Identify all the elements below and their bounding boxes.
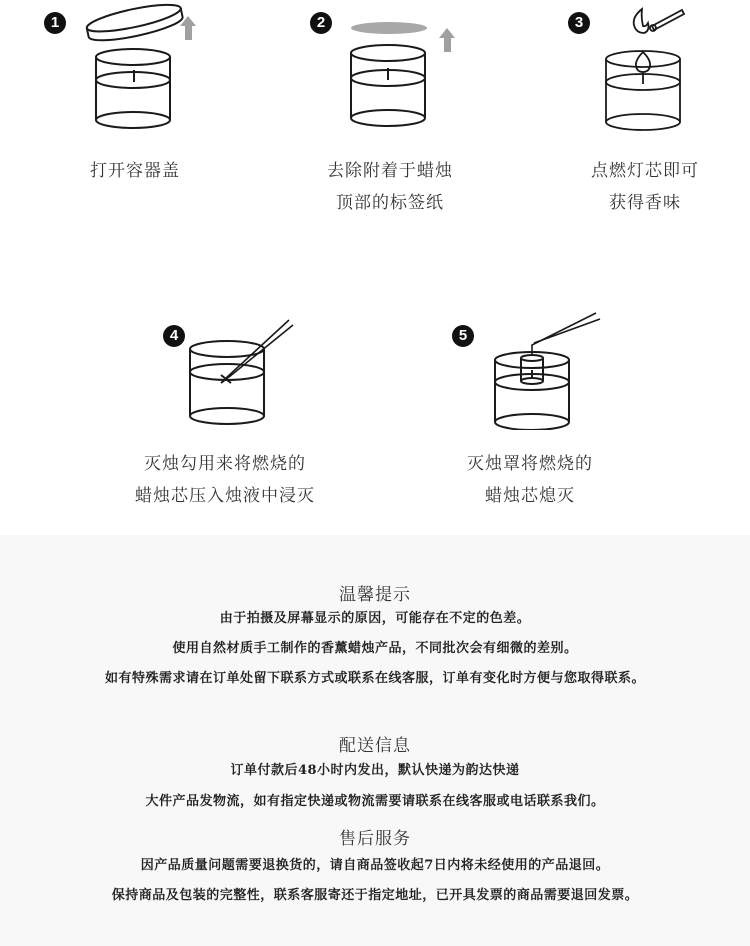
tips-line: 使用自然材质手工制作的香薰蜡烛产品，不同批次会有细微的差别。 xyxy=(172,641,578,656)
caption-line: 点燃灯芯即可 xyxy=(591,161,699,181)
caption-line: 灭烛罩将燃烧的 xyxy=(467,454,593,474)
after-sales-line: 保持商品及包装的完整性，联系客服寄还于指定地址，已开具发票的商品需要退回发票。 xyxy=(111,888,639,903)
after-sales-line: 因产品质量问题需要退换货的，请自商品签收起7日内将未经使用的产品退回。 xyxy=(140,858,610,873)
step-3-badge: 3 xyxy=(568,12,590,34)
shipping-title: 配送信息 xyxy=(339,736,411,756)
step-1-badge: 1 xyxy=(44,12,66,34)
caption-line: 去除附着于蜡烛 xyxy=(327,161,453,181)
step-5-caption xyxy=(445,448,615,512)
tips-line: 由于拍摄及屏幕显示的原因，可能存在不定的色差。 xyxy=(219,611,531,626)
step-1-caption xyxy=(60,155,210,187)
shipping-line: 订单付款后48小时内发出，默认快递为韵达快递 xyxy=(230,763,520,778)
snuffer-icon xyxy=(490,310,620,430)
step-2-caption xyxy=(315,155,465,219)
caption-line: 蜡烛芯压入烛液中浸灭 xyxy=(135,486,315,506)
wick-dipper-icon xyxy=(185,315,315,435)
open-lid-icon xyxy=(80,2,210,132)
light-wick-icon xyxy=(600,4,730,134)
shipping-line: 大件产品发物流，如有指定快递或物流需要请联系在线客服或电话联系我们。 xyxy=(145,794,605,809)
caption-line: 打开容器盖 xyxy=(90,161,180,181)
caption-line: 蜡烛芯熄灭 xyxy=(485,486,575,506)
tips-line: 如有特殊需求请在订单处留下联系方式或联系在线客服，订单有变化时方便与您取得联系。 xyxy=(104,671,645,686)
remove-label-icon xyxy=(345,10,475,140)
caption-line: 获得香味 xyxy=(609,193,681,213)
step-5-badge: 5 xyxy=(452,325,474,347)
caption-line: 顶部的标签纸 xyxy=(336,193,444,213)
after-sales-title: 售后服务 xyxy=(339,829,411,849)
step-2-badge: 2 xyxy=(310,12,332,34)
step-3-caption xyxy=(570,155,720,219)
step-4-badge: 4 xyxy=(163,325,185,347)
caption-line: 灭烛勾用来将燃烧的 xyxy=(144,454,306,474)
tips-title: 温馨提示 xyxy=(339,585,411,605)
step-4-caption xyxy=(115,448,335,512)
